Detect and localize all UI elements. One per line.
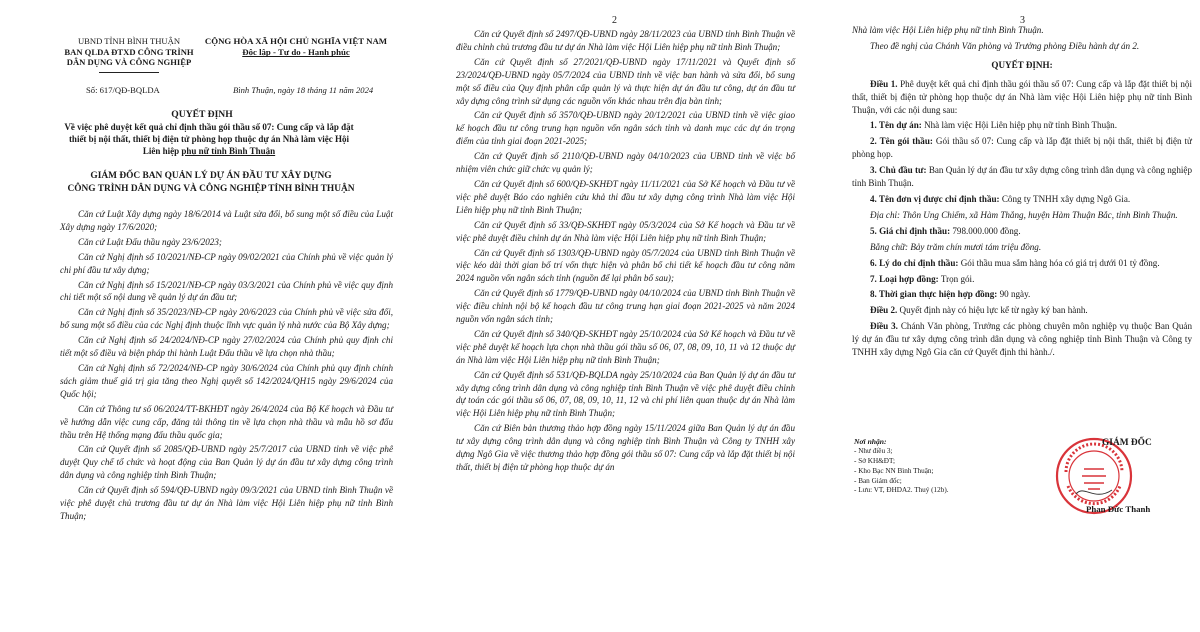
legal-basis-item: Căn cứ Luật Xây dựng ngày 18/6/2014 và Luật sửa đổi, bổ sung một số điều của Luật Xây dựng ngày 17/6/2020; <box>60 209 393 232</box>
article-3 <box>852 320 1192 359</box>
article-3-text: Chánh Văn phòng, Trưởng các phòng chuyên môn nghiệp vụ thuộc Ban Quản lý dự án đầu tư xây dựng công trình dân dụng và công nghiệp tỉnh Bình Thuận và Công ty TNHH xây dựng Ngô Gia căn cứ Quyết định thi hành./. <box>852 321 1193 358</box>
item-contractor <box>852 193 1192 206</box>
item-value: Gói thầu mua sắm hàng hóa có giá trị dưới 01 tỷ đồng. <box>958 257 1160 268</box>
item-price <box>852 225 1192 238</box>
signer-name: Phan Đức Thanh <box>1086 504 1151 514</box>
issuer-line-3: DÂN DỤNG VÀ CÔNG NGHIỆP <box>66 57 192 68</box>
article-1-label: Điều 1. <box>870 78 898 89</box>
item-value: Nhà làm việc Hội Liên hiệp phụ nữ tỉnh Bình Thuận. <box>921 120 1117 131</box>
document-number: Số: 617/QĐ-BQLDA <box>86 85 160 95</box>
decision-subject-underlined: phụ nữ tỉnh Bình Thuận <box>181 146 276 157</box>
recipient-item: - Ban Giám đốc; <box>854 476 902 485</box>
item-reason <box>852 257 1192 270</box>
signer-title: GIÁM ĐỐC <box>1102 438 1152 448</box>
authority-title-line-1: GIÁM ĐỐC BAN QUẢN LÝ DỰ ÁN ĐẦU TƯ XÂY DỰNG <box>90 171 332 181</box>
legal-basis-item: Căn cứ Quyết định số 27/2021/QĐ-UBND ngày 17/11/2021 và Quyết định số 23/2024/QĐ-UBND ngày 05/7/2024 của UBND tỉnh về việc ban hành và sửa đổi, bổ sung một số điều của Quy định phân cấp quản lý và thực hiện dự án đầu tư công, dự án đầu tư xây dựng công trình sử dụng các nguồn vốn khác nhau trên địa bàn tỉnh; <box>456 56 795 106</box>
legal-basis-item: Căn cứ Luật Đấu thầu ngày 23/6/2023; <box>78 236 222 247</box>
article-2 <box>852 304 1192 317</box>
decision-body <box>852 24 1192 362</box>
legal-basis-item: Căn cứ Quyết định số 2085/QĐ-UBND ngày 25/7/2017 của UBND tỉnh về việc phê duyệt Quy chế tổ chức và hoạt động của Ban Quản lý dự án đầu tư xây dựng công trình dân dụng và công nghiệp tỉnh Bình Thuận; <box>60 444 393 481</box>
decide-heading: QUYẾT ĐỊNH: <box>991 59 1053 70</box>
recipient-item: - Kho Bạc NN Bình Thuận; <box>854 466 934 475</box>
legal-basis-item: Căn cứ Nghị định số 24/2024/NĐ-CP ngày 27/02/2024 của Chính phủ quy định chi tiết một số điều và biện pháp thi hành Luật Đấu thầu về lựa chọn nhà thầu; <box>60 335 393 359</box>
item-label: 6. Lý do chỉ định thầu: <box>870 257 959 268</box>
legal-basis-item: Căn cứ Quyết định số 1779/QĐ-UBND ngày 04/10/2024 của UBND tỉnh Bình Thuận về việc điều chỉnh nội bộ kế hoạch đầu tư công trung hạn giai đoạn 2021-2025 và năm 2024 nguồn vốn ngân sách tỉnh; <box>456 288 795 325</box>
article-3-label: Điều 3. <box>870 321 898 332</box>
item-label: 5. Giá chỉ định thầu: <box>870 225 951 236</box>
recipient-item: - Sở KH&ĐT; <box>854 457 895 466</box>
legal-basis-item: Căn cứ Nghị định số 15/2021/NĐ-CP ngày 03/3/2021 của Chính phủ về việc quy định chi tiết một số nội dung về quản lý dự án đầu tư; <box>60 279 393 303</box>
national-header <box>202 36 390 59</box>
legal-basis-item: Căn cứ Quyết định số 531/QĐ-BQLDA ngày 25/10/2024 của Ban Quản lý dự án đầu tư xây dựng công trình dân dụng và công nghiệp tỉnh Bình Thuận về việc phê duyệt điều chỉnh dự toán các gói thầu số 06, 07, 08, 09, 10, 11, 12 và chi phí liên quan thuộc dự án Nhà làm việc Hội Liên hiệp phụ nữ tỉnh Bình Thuận; <box>456 369 795 419</box>
legal-basis-list <box>456 28 795 476</box>
request-line: Theo đề nghị của Chánh Văn phòng và Trưởng phòng Điều hành dự án 2. <box>870 40 1140 51</box>
item-investor <box>852 164 1192 190</box>
document-date: Bình Thuận, ngày 18 tháng 11 năm 2024 <box>233 85 374 95</box>
article-1 <box>852 78 1192 117</box>
item-label: 7. Loại hợp đồng: <box>870 273 939 284</box>
item-value: 798.000.000 đồng. <box>950 225 1021 236</box>
issuer-line-1: UBND TỈNH BÌNH THUẬN <box>77 36 181 46</box>
legal-basis-item: Căn cứ Quyết định số 3570/QĐ-UBND ngày 20/12/2021 của UBND tỉnh về việc giao kế hoạch đầu tư công trung hạn nguồn vốn ngân sách tỉnh và danh mục các dự án trọng điểm của tỉnh giai đoạn 2021-2025; <box>456 110 795 147</box>
page-number: 3 <box>1020 15 1025 26</box>
national-motto: CỘNG HÒA XÃ HỘI CHỦ NGHĨA VIỆT NAM <box>204 36 388 46</box>
item-contract-type <box>852 273 1192 286</box>
item-label: 3. Chủ đầu tư: <box>870 165 927 176</box>
continued-text: Nhà làm việc Hội Liên hiệp phụ nữ tỉnh Bình Thuận. <box>852 25 1044 35</box>
item-project-name <box>852 119 1192 132</box>
legal-basis-item: Căn cứ Nghị định số 35/2023/NĐ-CP ngày 20/6/2023 của Chính phủ về việc sửa đổi, bổ sung một số điều của các Nghị định thuộc lĩnh vực quản lý nhà nước của Bộ Xây dựng; <box>60 307 393 331</box>
legal-basis-item: Căn cứ Quyết định số 340/QĐ-SKHĐT ngày 25/10/2024 của Sở Kế hoạch và Đầu tư về việc phê duyệt kế hoạch lựa chọn nhà thầu gói thầu số 06, 07, 08, 09, 10, 11 và 12 thuộc dự án Nhà làm việc Hội Liên hiệp phụ nữ tỉnh Bình Thuận; <box>456 328 795 365</box>
document-page-1 <box>0 0 404 632</box>
item-contractor-address: Địa chỉ: Thôn Ung Chiếm, xã Hàm Thắng, huyện Hàm Thuận Bắc, tỉnh Bình Thuận. <box>870 209 1178 220</box>
recipient-item: - Lưu: VT, ĐHDA2. Thuý (12b). <box>854 486 949 495</box>
legal-basis-item: Căn cứ Quyết định số 2110/QĐ-UBND ngày 04/10/2023 của UBND tỉnh về việc bổ nhiệm viên chức giữ chức vụ quản lý; <box>456 151 795 175</box>
item-value: Công ty TNHH xây dựng Ngô Gia. <box>999 193 1131 204</box>
legal-basis-list <box>60 208 393 525</box>
decision-title: QUYẾT ĐỊNH <box>171 109 233 120</box>
legal-basis-item: Căn cứ Quyết định số 33/QĐ-SKHĐT ngày 05/3/2024 của Sở Kế hoạch và Đầu tư về việc phê duyệt điều chỉnh dự án Nhà làm việc Hội Liên hiệp phụ nữ tỉnh Bình Thuận; <box>456 219 795 243</box>
legal-basis-item: Căn cứ Nghị định số 72/2024/NĐ-CP ngày 30/6/2024 của Chính phủ quy định chính sách giảm thuế giá trị gia tăng theo Nghị quyết số 142/2024/QH15 ngày 29/6/2024 của Quốc hội; <box>60 362 393 399</box>
article-1-text: Phê duyệt kết quả chỉ định thầu gói thầu số 07: Cung cấp và lắp đặt thiết bị nội thất, thiết bị điện tử phòng họp thuộc dự án Nhà làm việc Hội Liên hiệp phụ nữ tỉnh Bình Thuận, với các nội dung sau: <box>852 78 1192 115</box>
article-2-label: Điều 2. <box>870 305 898 316</box>
item-price-words: Bằng chữ: Bảy trăm chín mươi tám triệu đồng. <box>870 241 1042 252</box>
decision-subject <box>64 121 354 157</box>
authority-title-line-2: CÔNG TRÌNH DÂN DỤNG VÀ CÔNG NGHIỆP TỈNH BÌNH THUẬN <box>67 183 355 194</box>
recipients-block <box>854 437 949 496</box>
decision-subject-text: Về việc phê duyệt kết quả chỉ định thầu gói thầu số 07: Cung cấp và lắp đặt thiết bị nội thất, thiết bị điện tử phòng họp thuộc dự án Nhà làm việc Hội Liên hiệp <box>64 122 354 157</box>
item-label: 2. Tên gói thầu: <box>870 136 933 147</box>
national-slogan: Độc lập - Tự do - Hạnh phúc <box>242 47 350 58</box>
issuer-header <box>54 36 204 79</box>
item-label: 8. Thời gian thực hiện hợp đồng: <box>870 289 998 300</box>
legal-basis-item: Căn cứ Quyết định số 2497/QĐ-UBND ngày 28/11/2023 của UBND tỉnh Bình Thuận về điều chỉnh chủ trương đầu tư dự án Nhà làm việc Hội Liên hiệp phụ nữ tỉnh Bình Thuận; <box>456 29 795 52</box>
legal-basis-item: Căn cứ Biên bản thương thảo hợp đồng ngày 15/11/2024 giữa Ban Quản lý dự án đầu tư xây dựng công trình dân dụng và công nghiệp tỉnh Bình Thuận và Công ty TNHH xây dựng Ngô Gia về việc thương thảo hợp đồng gói thầu số 07: Cung cấp và lắp đặt thiết bị nội thất, thiết bị điện tử phòng họp thuộc dự án <box>456 423 795 472</box>
issuer-line-2: BAN QLDA ĐTXD CÔNG TRÌNH <box>64 46 194 57</box>
page-number: 2 <box>612 15 617 26</box>
legal-basis-item: Căn cứ Quyết định số 594/QĐ-UBND ngày 09/3/2021 của UBND tỉnh Bình Thuận về việc phê duyệt chủ trương đầu tư dự án Nhà làm việc Hội Liên hiệp phụ nữ tỉnh Bình Thuận; <box>60 485 393 521</box>
item-label: 1. Tên dự án: <box>870 120 922 131</box>
recipients-label: Nơi nhận: <box>854 437 887 446</box>
item-duration <box>852 288 1192 301</box>
item-value: Trọn gói. <box>938 273 975 284</box>
item-package-name <box>852 135 1192 161</box>
article-2-text: Quyết định này có hiệu lực kể từ ngày ký ban hành. <box>897 305 1088 316</box>
legal-basis-item: Căn cứ Nghị định số 10/2021/NĐ-CP ngày 09/02/2021 của Chính phủ về việc quản lý chi phí đầu tư xây dựng; <box>60 251 393 275</box>
authority-title <box>56 170 366 195</box>
item-label: 4. Tên đơn vị được chỉ định thầu: <box>870 193 1000 204</box>
legal-basis-item: Căn cứ Quyết định số 600/QĐ-SKHĐT ngày 11/11/2021 của Sở Kế hoạch và Đầu tư về việc phê duyệt Báo cáo nghiên cứu khả thi đầu tư xây dựng công trình Nhà làm việc Hội Liên hiệp phụ nữ tỉnh Bình Thuận; <box>456 178 795 215</box>
item-value: 90 ngày. <box>997 289 1031 300</box>
document-page-3 <box>808 0 1200 632</box>
legal-basis-item: Căn cứ Thông tư số 06/2024/TT-BKHĐT ngày 26/4/2024 của Bộ Kế hoạch và Đầu tư về hướng dẫn việc cung cấp, đăng tải thông tin về lựa chọn nhà thầu và mẫu hồ sơ đấu thầu trên Hệ thống mạng đấu thầu quốc gia; <box>60 403 393 440</box>
recipient-item: - Như điều 3; <box>854 447 893 456</box>
item-value: Gói thầu số 07: Cung cấp và lắp đặt thiết bị nội thất, thiết bị điện tử phòng họp. <box>852 136 1192 160</box>
legal-basis-item: Căn cứ Quyết định số 1303/QĐ-UBND ngày 05/7/2024 của UBND tỉnh Bình Thuận về việc kéo dài thời gian bố trí vốn thực hiện và phân bổ chi tiết kế hoạch đầu tư công năm 2024 nguồn vốn ngân sách tỉnh (nguồn để lại phân bổ sau); <box>456 247 795 284</box>
item-value: Ban Quản lý dự án đầu tư xây dựng công trình dân dụng và công nghiệp tỉnh Bình Thuận. <box>852 165 1192 189</box>
issuer-underline <box>99 72 159 73</box>
document-page-2 <box>404 0 808 632</box>
